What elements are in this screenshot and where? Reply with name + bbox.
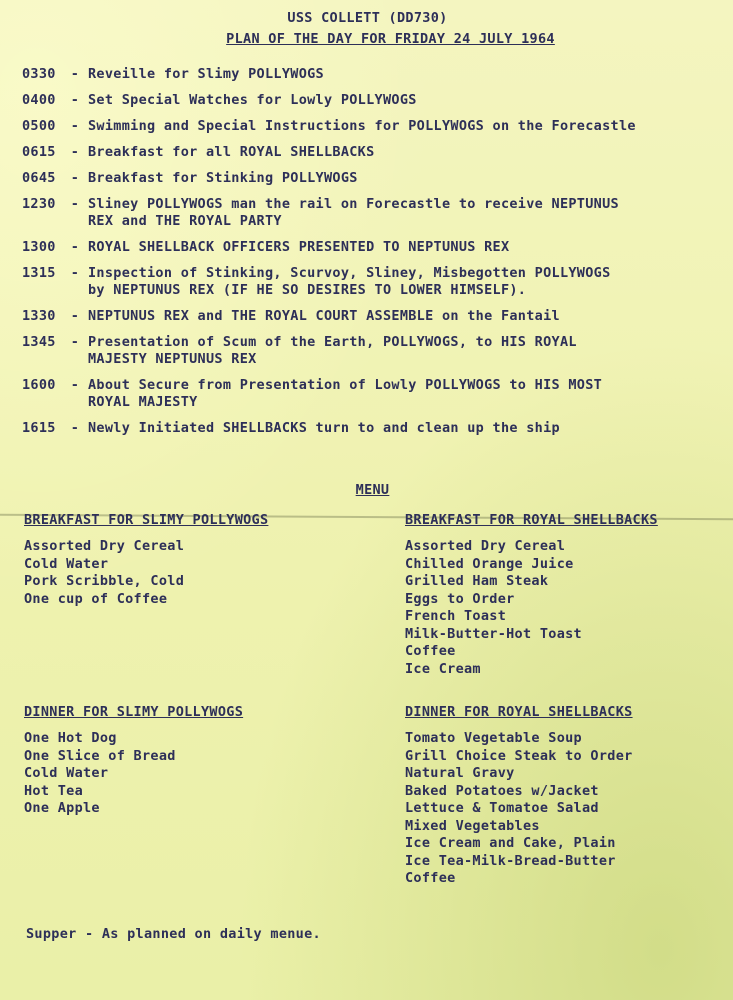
schedule-text: Breakfast for Stinking POLLYWOGS — [88, 170, 358, 186]
schedule-time: 1615 — [22, 420, 56, 436]
schedule-text: Presentation of Scum of the Earth, POLLYWOGS, to HIS ROYAL MAJESTY NEPTUNUS REX — [88, 334, 577, 367]
schedule-time: 0615 — [22, 144, 56, 160]
schedule-entry — [22, 196, 722, 239]
schedule-dash: - — [70, 92, 80, 108]
schedule-entry — [22, 66, 722, 92]
schedule-text: Swimming and Special Instructions for POLLYWOGS on the Forecastle — [88, 118, 636, 134]
schedule-text: ROYAL SHELLBACK OFFICERS PRESENTED TO NEPTUNUS REX — [88, 239, 510, 255]
menu-item: Baked Potatoes w/Jacket — [405, 782, 599, 799]
schedule-entry — [22, 377, 722, 420]
document-header — [0, 10, 733, 47]
schedule-text: Breakfast for all ROYAL SHELLBACKS — [88, 144, 375, 160]
schedule-entry — [22, 334, 722, 377]
menu-item: Pork Scribble, Cold — [24, 573, 185, 589]
schedule-time: 0330 — [22, 66, 56, 82]
menu-title-text: MENU — [355, 482, 390, 498]
schedule-entry — [22, 308, 722, 334]
menu-breakfast-shellbacks — [405, 512, 658, 678]
schedule-text: Newly Initiated SHELLBACKS turn to and clean up the ship — [88, 420, 560, 436]
menu-item: Hot Tea — [24, 782, 83, 799]
schedule-list — [22, 66, 722, 446]
menu-title — [0, 479, 733, 498]
schedule-entry — [22, 118, 722, 144]
menu-item: Coffee — [405, 643, 456, 659]
menu-item: Grill Choice Steak to Order — [405, 747, 633, 764]
menu-item: Ice Cream and Cake, Plain — [405, 835, 616, 851]
schedule-text: NEPTUNUS REX and THE ROYAL COURT ASSEMBLE on the Fantail — [88, 308, 560, 324]
schedule-dash: - — [70, 170, 80, 186]
schedule-entry — [22, 92, 722, 118]
ship-name: USS COLLETT (DD730) — [287, 10, 448, 26]
menu-item: Lettuce & Tomatoe Salad — [405, 800, 599, 816]
menu-item: Eggs to Order — [405, 590, 515, 607]
schedule-entry — [22, 144, 722, 170]
schedule-entry — [22, 239, 722, 265]
schedule-dash: - — [70, 118, 80, 134]
schedule-time: 0645 — [22, 170, 56, 186]
schedule-entry — [22, 265, 722, 308]
schedule-text: Sliney POLLYWOGS man the rail on Forecastle to receive NEPTUNUS REX and THE ROYAL PARTY — [88, 196, 619, 229]
schedule-dash: - — [70, 308, 80, 324]
menu-item: Assorted Dry Cereal — [405, 538, 566, 554]
schedule-dash: - — [70, 144, 80, 160]
menu-item: Ice Tea-Milk-Bread-Butter — [405, 852, 616, 869]
menu-item: Cold Water — [24, 765, 109, 781]
schedule-text: Inspection of Stinking, Scurvoy, Sliney, Misbegotten POLLYWOGS by NEPTUNUS REX (IF HE SO DESIRES TO LOWER HIMSELF). — [88, 265, 611, 298]
menu-item: Grilled Ham Steak — [405, 573, 549, 589]
schedule-text: Set Special Watches for Lowly POLLYWOGS — [88, 92, 417, 108]
menu-item: Ice Cream — [405, 660, 481, 677]
menu-dinner-pollywogs — [24, 704, 243, 818]
schedule-entry — [22, 170, 722, 196]
schedule-time: 1600 — [22, 377, 56, 393]
schedule-time: 1330 — [22, 308, 56, 324]
menu-item: Milk-Butter-Hot Toast — [405, 625, 582, 642]
menu-item: One cup of Coffee — [24, 590, 168, 607]
schedule-time: 0500 — [22, 118, 56, 134]
schedule-dash: - — [70, 420, 80, 436]
schedule-dash: - — [70, 66, 80, 82]
plan-title: PLAN OF THE DAY FOR FRIDAY 24 JULY 1964 — [226, 31, 555, 47]
menu-item: Cold Water — [24, 555, 109, 572]
supper-note: Supper - As planned on daily menue. — [26, 926, 321, 942]
schedule-time: 1230 — [22, 196, 56, 212]
schedule-time: 1300 — [22, 239, 56, 255]
menu-item: French Toast — [405, 608, 507, 624]
schedule-dash: - — [70, 196, 80, 212]
menu-breakfast-pollywogs — [24, 512, 268, 608]
schedule-text: Reveille for Slimy POLLYWOGS — [88, 66, 324, 82]
menu-item: Mixed Vegetables — [405, 817, 540, 834]
schedule-dash: - — [70, 239, 80, 255]
menu-heading: DINNER FOR ROYAL SHELLBACKS — [405, 704, 633, 720]
menu-item: Chilled Orange Juice — [405, 555, 574, 572]
menu-item: One Hot Dog — [24, 730, 117, 746]
menu-item: One Apple — [24, 800, 100, 816]
schedule-dash: - — [70, 334, 80, 350]
menu-heading: BREAKFAST FOR SLIMY POLLYWOGS — [24, 512, 269, 528]
menu-heading: BREAKFAST FOR ROYAL SHELLBACKS — [405, 512, 658, 528]
schedule-time: 1315 — [22, 265, 56, 281]
menu-item: Natural Gravy — [405, 765, 515, 781]
menu-item: Coffee — [405, 870, 456, 886]
schedule-text: About Secure from Presentation of Lowly POLLYWOGS to HIS MOST ROYAL MAJESTY — [88, 377, 603, 410]
schedule-time: 0400 — [22, 92, 56, 108]
schedule-entry — [22, 420, 722, 446]
menu-item: Tomato Vegetable Soup — [405, 730, 582, 746]
schedule-dash: - — [70, 377, 80, 393]
menu-dinner-shellbacks — [405, 704, 633, 888]
schedule-dash: - — [70, 265, 80, 281]
schedule-time: 1345 — [22, 334, 56, 350]
menu-item: Assorted Dry Cereal — [24, 538, 185, 554]
menu-item: One Slice of Bread — [24, 747, 176, 764]
menu-heading: DINNER FOR SLIMY POLLYWOGS — [24, 704, 244, 720]
